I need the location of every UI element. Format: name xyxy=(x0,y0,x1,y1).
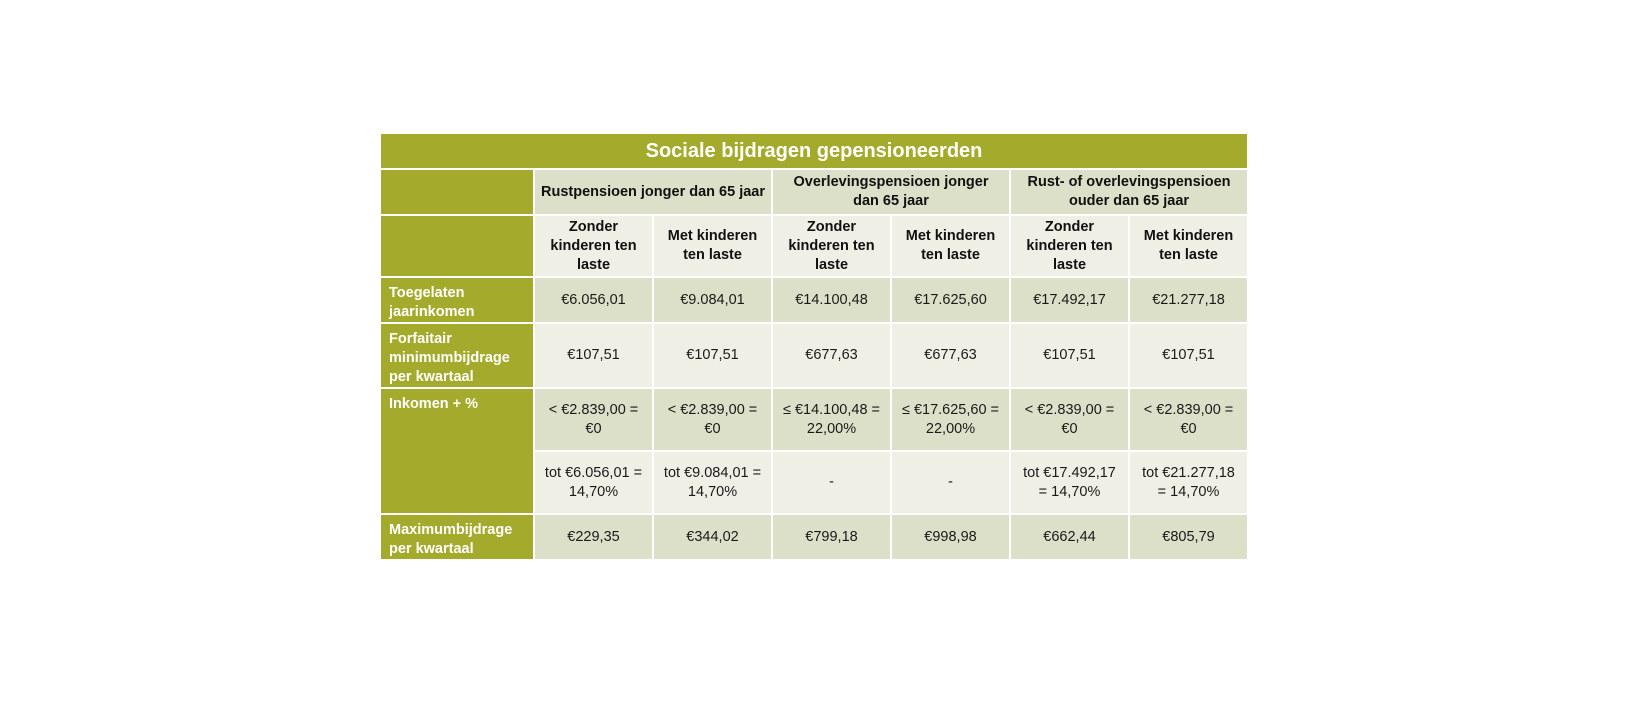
table-row-inkomen-1 xyxy=(380,388,1248,451)
row-label: Inkomen + % xyxy=(380,388,534,514)
table-cell: €107,51 xyxy=(534,323,653,388)
group-header-rustpensioen: Rustpensioen jonger dan 65 jaar xyxy=(534,169,772,215)
table-cell: €799,18 xyxy=(772,514,891,560)
table-cell: €677,63 xyxy=(891,323,1010,388)
table-cell: - xyxy=(891,451,1010,514)
table-cell: tot €17.492,17 = 14,70% xyxy=(1010,451,1129,514)
sub-header: Met kinderen ten laste xyxy=(891,215,1010,277)
sub-header: Zonder kinderen ten laste xyxy=(1010,215,1129,277)
table-cell: €107,51 xyxy=(1010,323,1129,388)
sub-header: Zonder kinderen ten laste xyxy=(772,215,891,277)
table-cell: €17.492,17 xyxy=(1010,277,1129,323)
table-cell: < €2.839,00 = €0 xyxy=(534,388,653,451)
table-cell: €17.625,60 xyxy=(891,277,1010,323)
table-cell: €21.277,18 xyxy=(1129,277,1248,323)
table-cell: €6.056,01 xyxy=(534,277,653,323)
table-cell: tot €6.056,01 = 14,70% xyxy=(534,451,653,514)
table-cell: €14.100,48 xyxy=(772,277,891,323)
table-cell: - xyxy=(772,451,891,514)
table-cell: < €2.839,00 = €0 xyxy=(1010,388,1129,451)
row-label: Toegelaten jaarinkomen xyxy=(380,277,534,323)
table-cell: ≤ €17.625,60 = 22,00% xyxy=(891,388,1010,451)
pension-contributions-table-wrapper xyxy=(379,132,1247,561)
group-header-ouder-65: Rust- of overlevingspensioen ouder dan 65 jaar xyxy=(1010,169,1248,215)
table-cell: €229,35 xyxy=(534,514,653,560)
table-cell: €805,79 xyxy=(1129,514,1248,560)
corner-cell-bottom xyxy=(380,215,534,277)
sub-header: Zonder kinderen ten laste xyxy=(534,215,653,277)
table-cell: tot €9.084,01 = 14,70% xyxy=(653,451,772,514)
pension-contributions-table xyxy=(379,132,1249,561)
row-label: Forfaitair minimumbijdrage per kwartaal xyxy=(380,323,534,388)
table-cell: tot €21.277,18 = 14,70% xyxy=(1129,451,1248,514)
table-cell: €107,51 xyxy=(653,323,772,388)
table-row-forfaitair xyxy=(380,323,1248,388)
table-cell: < €2.839,00 = €0 xyxy=(653,388,772,451)
table-row-toegelaten-jaarinkomen xyxy=(380,277,1248,323)
title-row xyxy=(380,133,1248,169)
table-cell: ≤ €14.100,48 = 22,00% xyxy=(772,388,891,451)
corner-cell-top xyxy=(380,169,534,215)
table-cell: €9.084,01 xyxy=(653,277,772,323)
table-title: Sociale bijdragen gepensioneerden xyxy=(380,133,1248,169)
table-cell: €662,44 xyxy=(1010,514,1129,560)
table-row-maximumbijdrage xyxy=(380,514,1248,560)
sub-header-row xyxy=(380,215,1248,277)
row-label: Maximumbijdrage per kwartaal xyxy=(380,514,534,560)
sub-header: Met kinderen ten laste xyxy=(1129,215,1248,277)
group-header-overlevingspensioen: Overlevingspensioen jonger dan 65 jaar xyxy=(772,169,1010,215)
table-cell: €107,51 xyxy=(1129,323,1248,388)
sub-header: Met kinderen ten laste xyxy=(653,215,772,277)
table-cell: €344,02 xyxy=(653,514,772,560)
table-cell: €998,98 xyxy=(891,514,1010,560)
table-cell: €677,63 xyxy=(772,323,891,388)
table-cell: < €2.839,00 = €0 xyxy=(1129,388,1248,451)
group-header-row xyxy=(380,169,1248,215)
